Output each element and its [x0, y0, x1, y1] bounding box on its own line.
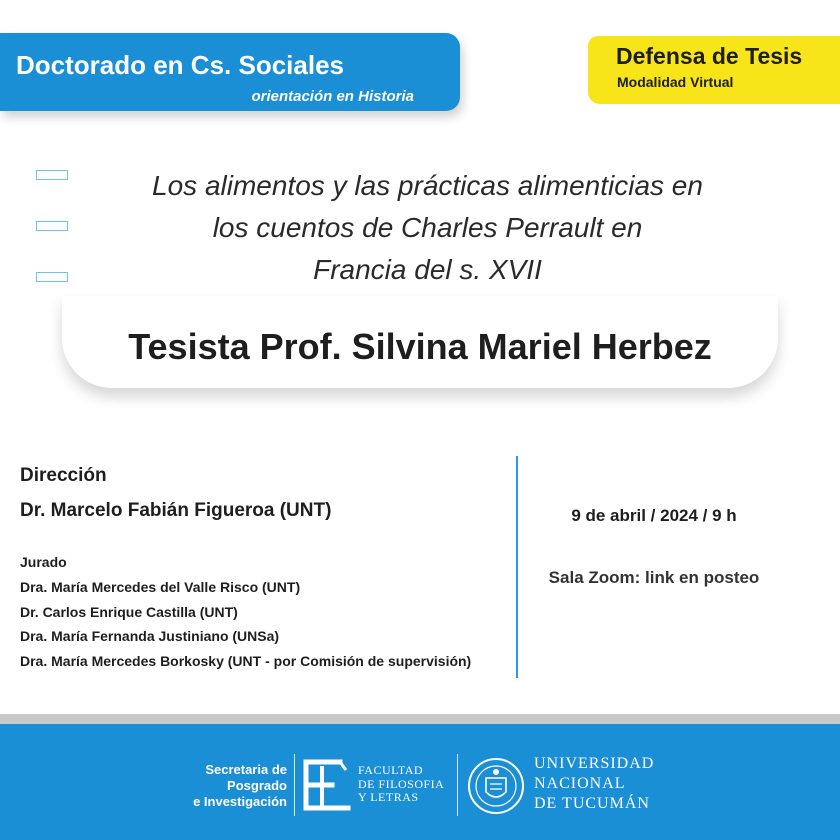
facultad-line: DE FILOSOFIA	[358, 776, 445, 791]
footer-stripe	[0, 714, 840, 724]
facultad-label	[358, 764, 458, 805]
footer-divider	[457, 754, 458, 816]
jury-list	[20, 577, 471, 675]
secretaria-line: Secretaria de	[205, 762, 287, 777]
university-seal-icon	[466, 756, 526, 816]
section-divider	[516, 456, 518, 678]
secretaria-label	[175, 762, 287, 810]
secretaria-line: e Investigación	[193, 794, 287, 809]
program-banner	[0, 33, 460, 111]
thesis-title-line: Los alimentos y las prácticas alimenticias en	[152, 170, 703, 201]
event-venue: Sala Zoom: link en posteo	[548, 568, 760, 587]
thesis-title	[80, 165, 775, 291]
decorative-bar	[36, 170, 68, 180]
fel-logo-icon	[300, 756, 356, 814]
event-title: Defensa de Tesis	[616, 43, 803, 69]
footer	[0, 724, 840, 840]
direction-name: Dr. Marcelo Fabián Figueroa (UNT)	[20, 500, 332, 521]
jury-member: Dra. María Mercedes del Valle Risco (UNT)	[20, 579, 301, 595]
decorative-bar	[36, 221, 68, 231]
jury-member: Dra. María Fernanda Justiniano (UNSa)	[20, 628, 280, 644]
facultad-line: Y LETRAS	[358, 790, 419, 804]
jury-member: Dra. María Mercedes Borkosky (UNT - por Comisión de supervisión)	[20, 652, 472, 669]
university-line: NACIONAL	[534, 775, 626, 792]
program-subtitle: orientación en Historia	[251, 88, 414, 105]
thesis-title-line: los cuentos de Charles Perrault en	[212, 212, 643, 243]
thesis-title-line: Francia del s. XVII	[313, 254, 542, 285]
candidate-band	[62, 296, 778, 388]
secretaria-line: Posgrado	[227, 778, 287, 793]
university-line: UNIVERSIDAD	[534, 755, 655, 772]
facultad-line: FACULTAD	[358, 763, 424, 777]
jury-member: Dr. Carlos Enrique Castilla (UNT)	[20, 603, 238, 620]
footer-divider	[294, 754, 295, 816]
event-mode: Modalidad Virtual	[617, 74, 734, 90]
decorative-bar	[36, 272, 68, 282]
event-banner	[588, 36, 840, 104]
candidate-name: Tesista Prof. Silvina Mariel Herbez	[128, 326, 712, 367]
direction-label: Dirección	[20, 465, 107, 486]
university-label	[534, 754, 694, 814]
program-title: Doctorado en Cs. Sociales	[16, 50, 344, 80]
jury-label: Jurado	[20, 554, 67, 570]
university-line: DE TUCUMÁN	[534, 795, 650, 812]
event-date: 9 de abril / 2024 / 9 h	[571, 506, 737, 525]
